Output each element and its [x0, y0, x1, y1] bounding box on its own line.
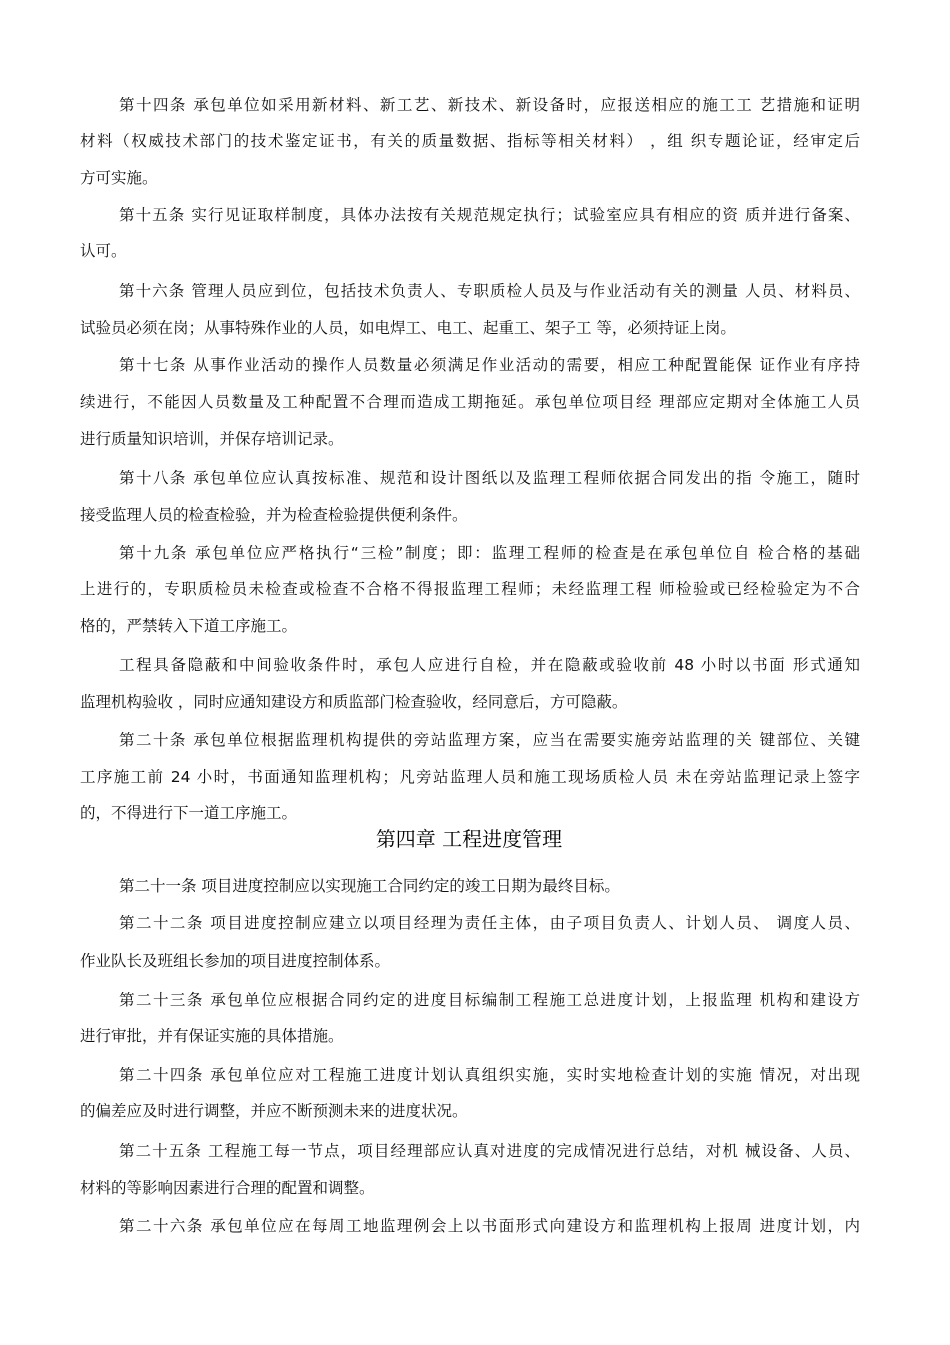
- concealed-work-line-1: 工程具备隐蔽和中间验收条件时，承包人应进行自检，并在隐蔽或验收前 48 小时以书面 形式通知: [119, 656, 860, 674]
- article-19-line-2: 上进行的，专职质检员未检查或检查不合格不得报监理工程师；未经监理工程 师检验或已经检验定为不合: [80, 580, 860, 598]
- article-23-line-2: 进行审批，并有保证实施的具体措施。: [80, 1027, 344, 1045]
- article-25-line-1: 第二十五条 工程施工每一节点，项目经理部应认真对进度的完成情况进行总结，对机 械设备、人员、: [119, 1142, 860, 1160]
- article-17-line-3: 进行质量知识培训，并保存培训记录。: [80, 430, 344, 448]
- chapter-title: 第四章 工程进度管理: [375, 827, 563, 851]
- article-24-line-1: 第二十四条 承包单位应对工程施工进度计划认真组织实施，实时实地检查计划的实施 情况，对出现: [119, 1066, 860, 1084]
- article-18-line-1: 第十八条 承包单位应认真按标准、规范和设计图纸以及监理工程师依据合同发出的指 令施工，随时: [119, 469, 860, 487]
- article-16-line-1: 第十六条 管理人员应到位，包括技术负责人、专职质检人员及与作业活动有关的测量 人员、材料员、: [119, 282, 860, 300]
- article-19-line-3: 格的，严禁转入下道工序施工。: [80, 617, 298, 635]
- article-14-line-3: 方可实施。: [80, 169, 158, 187]
- article-15-line-2: 认可。: [80, 242, 127, 260]
- article-25-line-2: 材料的等影响因素进行合理的配置和调整。: [80, 1179, 375, 1197]
- article-17-line-2: 续进行，不能因人员数量及工种配置不合理而造成工期拖延。承包单位项目经 理部应定期对全体施工人员: [80, 393, 860, 411]
- article-14-line-2: 材料（权威技术部门的技术鉴定证书，有关的质量数据、指标等相关材料） ，组 织专题论证，经审定后: [80, 132, 860, 150]
- article-14-line-1: 第十四条 承包单位如采用新材料、新工艺、新技术、新设备时，应报送相应的施工工 艺措施和证明: [119, 96, 860, 114]
- article-18-line-2: 接受监理人员的检查检验，并为检查检验提供便利条件。: [80, 506, 468, 524]
- article-17-line-1: 第十七条 从事作业活动的操作人员数量必须满足作业活动的需要，相应工种配置能保 证作业有序持: [119, 356, 860, 374]
- concealed-work-line-2: 监理机构验收 ，同时应通知建设方和质监部门检查验收，经同意后，方可隐蔽。: [80, 693, 628, 711]
- article-19-line-1: 第十九条 承包单位应严格执行“三检”制度；即：监理工程师的检查是在承包单位自 检合格的基础: [119, 544, 860, 562]
- article-20-line-1: 第二十条 承包单位根据监理机构提供的旁站监理方案，应当在需要实施旁站监理的关 键部位、关键: [119, 731, 860, 749]
- article-16-line-2: 试验员必须在岗；从事特殊作业的人员，如电焊工、电工、起重工、架子工 等，必须持证上岗。: [80, 319, 736, 337]
- article-26-line-1: 第二十六条 承包单位应在每周工地监理例会上以书面形式向建设方和监理机构上报周 进度计划，内: [119, 1217, 860, 1235]
- article-22-line-1: 第二十二条 项目进度控制应建立以项目经理为责任主体，由子项目负责人、计划人员、 调度人员、: [119, 914, 860, 932]
- article-24-line-2: 的偏差应及时进行调整，并应不断预测未来的进度状况。: [80, 1102, 468, 1120]
- article-20-line-3: 的，不得进行下一道工序施工。: [80, 804, 298, 822]
- article-23-line-1: 第二十三条 承包单位应根据合同约定的进度目标编制工程施工总进度计划，上报监理 机构和建设方: [119, 991, 860, 1009]
- article-15-line-1: 第十五条 实行见证取样制度，具体办法按有关规范规定执行；试验室应具有相应的资 质并进行备案、: [119, 206, 860, 224]
- article-21-line-1: 第二十一条 项目进度控制应以实现施工合同约定的竣工日期为最终目标。: [119, 877, 620, 895]
- article-20-line-2: 工序施工前 24 小时，书面通知监理机构；凡旁站监理人员和施工现场质检人员 未在旁站监理记录上签字: [80, 768, 860, 786]
- article-22-line-2: 作业队长及班组长参加的项目进度控制体系。: [80, 952, 391, 970]
